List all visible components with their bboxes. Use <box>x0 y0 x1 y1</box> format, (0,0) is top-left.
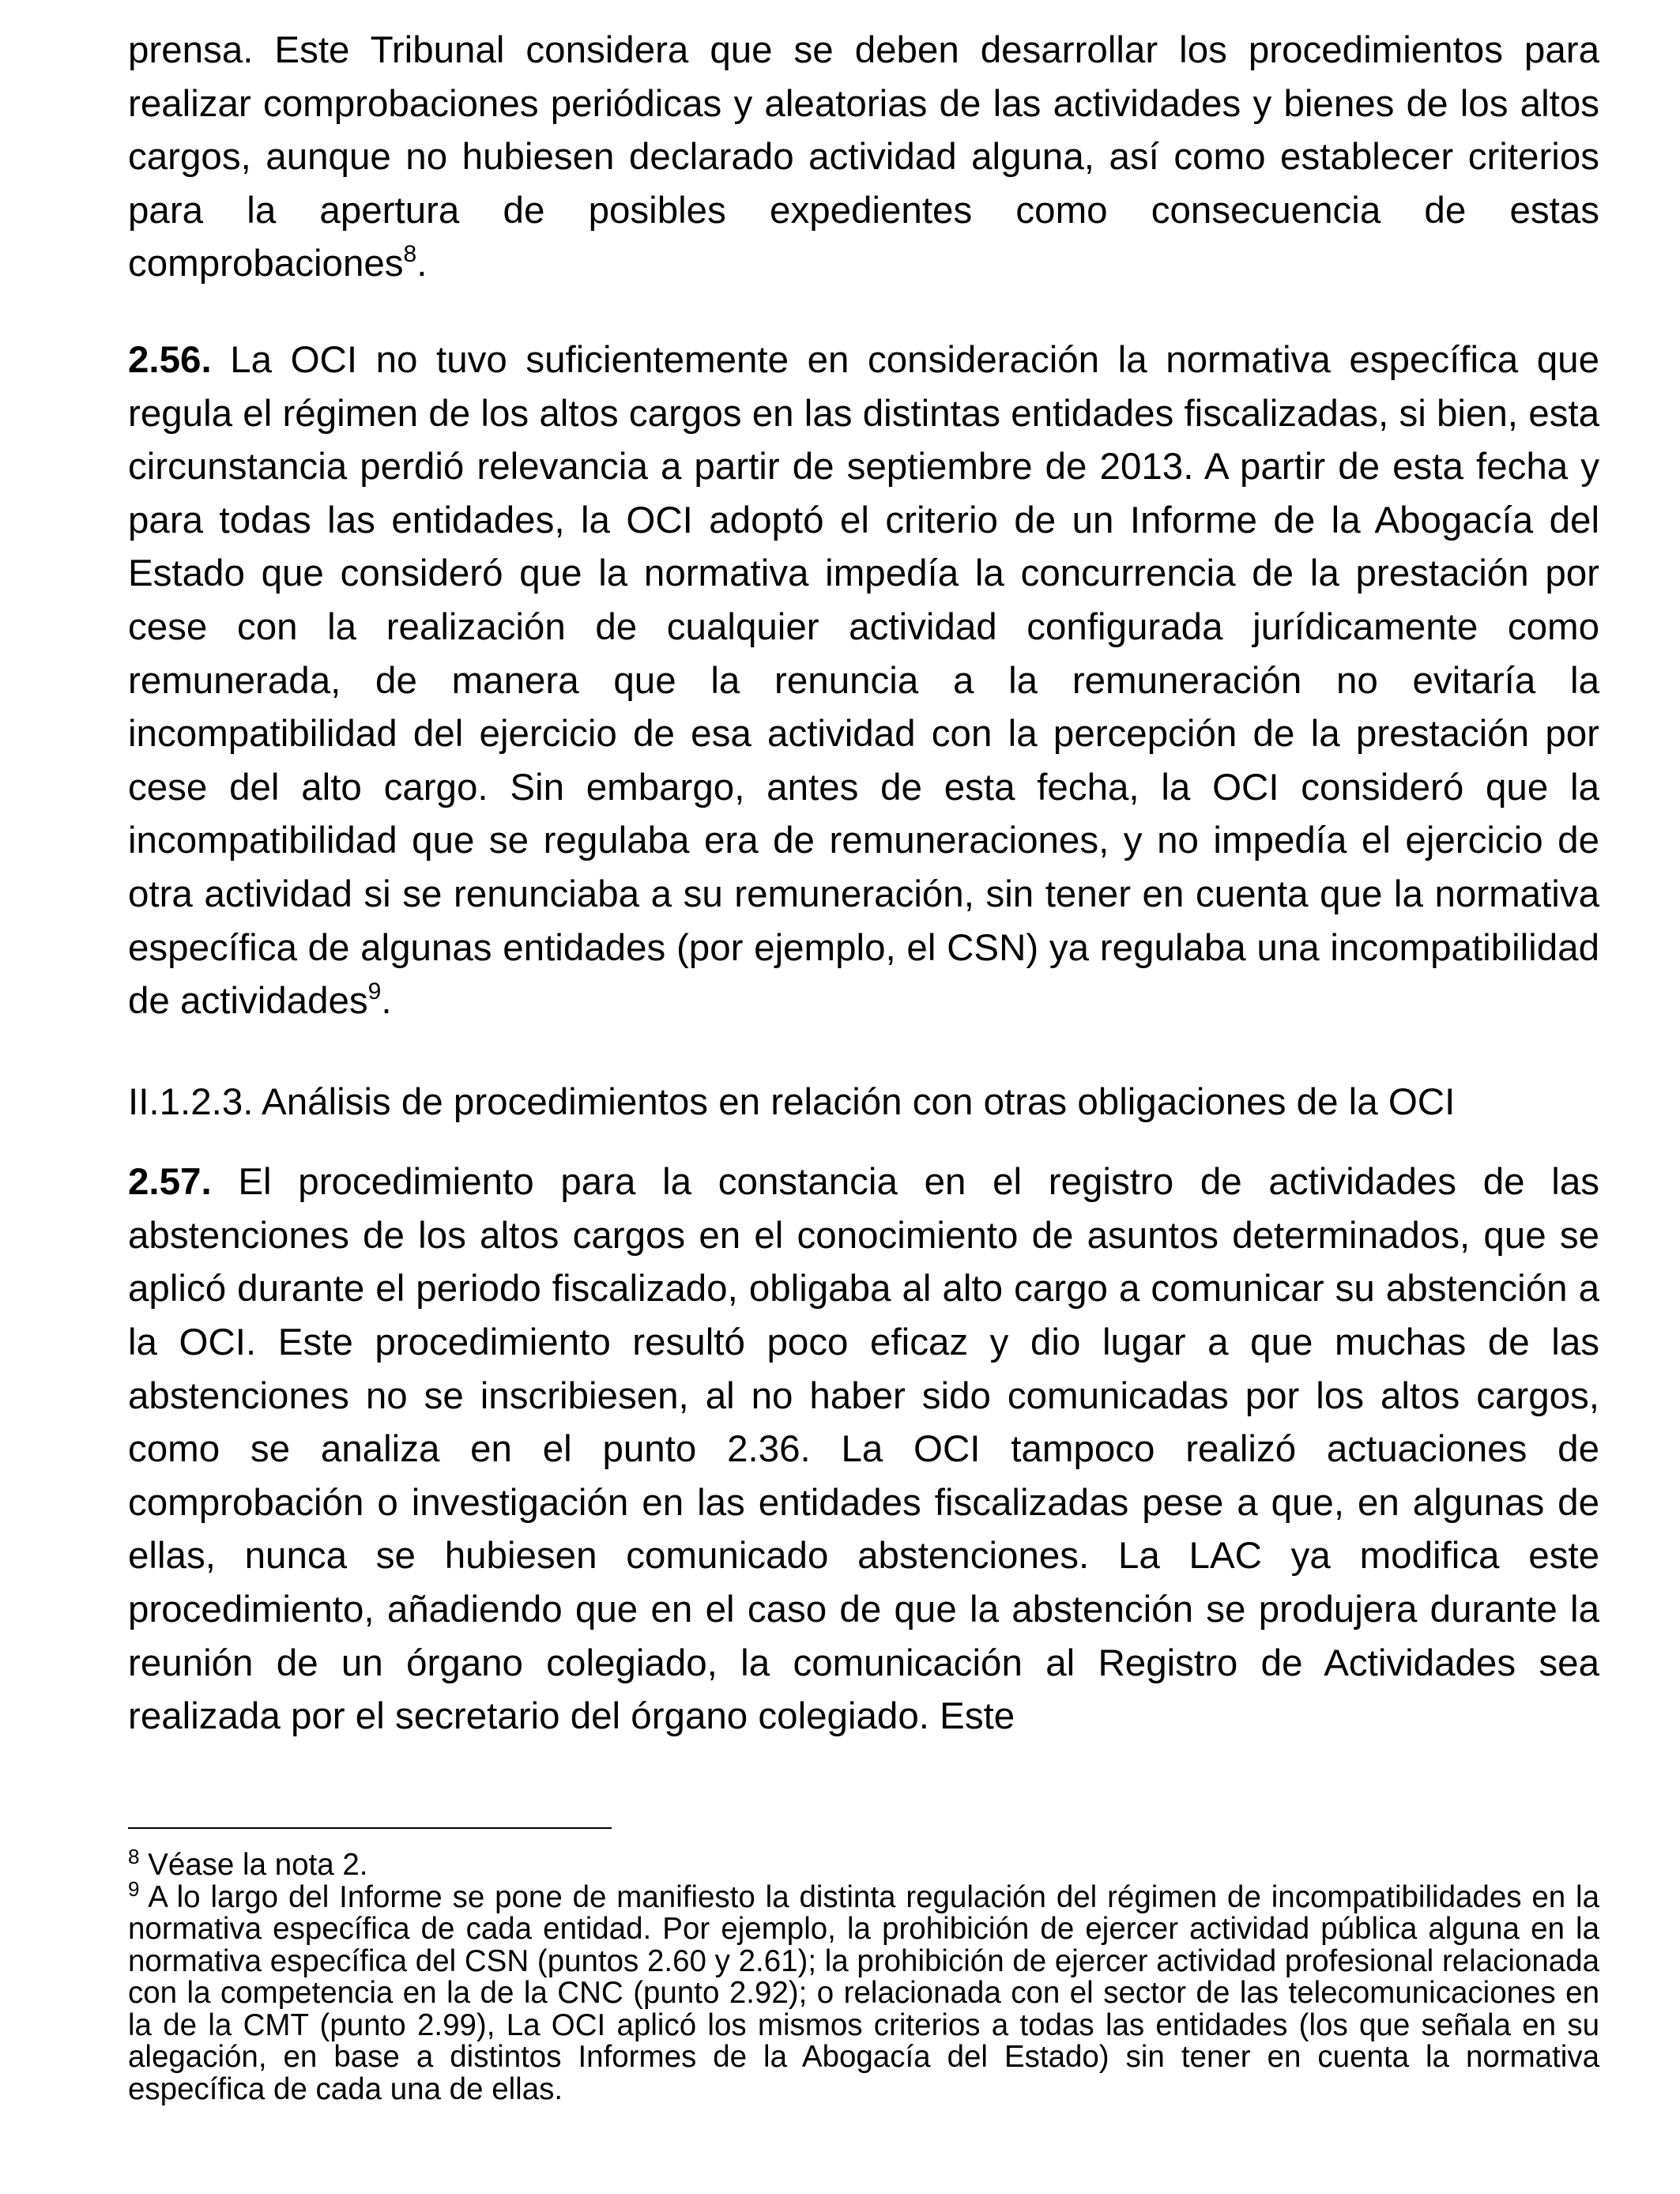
footnote-mark: 8 <box>128 1845 140 1868</box>
paragraph-2-56 <box>128 334 1599 1028</box>
footnote-text: A lo largo del Informe se pone de manifiesto la distinta regulación del régimen de incompatibilidades en la normativa específica de cada entidad. Por ejemplo, la prohibición de ejercer actividad pública alguna en la normativa específica del CSN (puntos 2.60 y 2.61); la prohibición de ejercer actividad profesional relacionada con la competencia en la de la CNC (punto 2.92); o relacionada con el sector de las telecomunicaciones en la de la CMT (punto 2.99), La OCI aplicó los mismos criterios a todas las entidades (los que señala en su alegación, en base a distintos Informes de la Abogacía del Estado) sin tener en cuenta la normativa específica de cada una de ellas. <box>128 1879 1599 2106</box>
footnote-8 <box>128 1845 1599 1882</box>
paragraph-text: La OCI no tuvo suficientemente en consideración la normativa específica que regula el régimen de los altos cargos en las distintas entidades fiscalizadas, si bien, esta circunstancia perdió relevancia a partir de septiembre de 2013. A partir de esta fecha y para todas las entidades, la OCI adoptó el criterio de un Informe de la Abogacía del Estado que consideró que la normativa impedía la concurrencia de la prestación por cese con la realización de cualquier actividad configurada jurídicamente como remunerada, de manera que la renuncia a la remuneración no evitaría la incompatibilidad del ejercicio de esa actividad con la percepción de la prestación por cese del alto cargo. Sin embargo, antes de esta fecha, la OCI consideró que la incompatibilidad que se regulaba era de remuneraciones, y no impedía el ejercicio de otra actividad si se renunciaba a su remuneración, sin tener en cuenta que la normativa específica de algunas entidades (por ejemplo, el CSN) ya regulaba una incompatibilidad de actividades <box>128 338 1599 1023</box>
footnote-reference[interactable]: 9 <box>367 978 382 1005</box>
paragraph-text: El procedimiento para la constancia en el registro de actividades de las abstenciones de los altos cargos en el conocimiento de asuntos determinados, que se aplicó durante el periodo fiscalizado, obligaba al alto cargo a comunicar su abstención a la OCI. Este procedimiento resultó poco eficaz y dio lugar a que muchas de las abstenciones no se inscribiesen, al no haber sido comunicadas por los altos cargos, como se analiza en el punto 2.36. La OCI tampoco realizó actuaciones de comprobación o investigación en las entidades fiscalizadas pese a que, en algunas de ellas, nunca se hubiesen comunicado abstenciones. La LAC ya modifica este procedimiento, añadiendo que en el caso de que la abstención se produjera durante la reunión de un órgano colegiado, la comunicación al Registro de Actividades sea realizada por el secretario del órgano colegiado. Este <box>128 1161 1599 1738</box>
footnote-9 <box>128 1876 1599 2106</box>
paragraph-number: 2.56. <box>128 338 212 381</box>
document-body <box>128 24 1599 1744</box>
paragraph-continuation <box>128 24 1599 291</box>
section-heading: II.1.2.3. Análisis de procedimientos en relación con otras obligaciones de la OCI <box>128 1080 1456 1123</box>
paragraph-number: 2.57. <box>128 1161 212 1204</box>
footnote-separator <box>128 1827 612 1829</box>
footnotes <box>128 1845 1599 2106</box>
footnote-reference[interactable]: 8 <box>403 241 417 268</box>
paragraph-end: . <box>381 980 392 1023</box>
footnote-text: Véase la nota 2. <box>139 1848 368 1882</box>
footnote-mark: 9 <box>128 1876 140 1901</box>
paragraph-end: . <box>416 243 428 285</box>
paragraph-text: prensa. Este Tribunal considera que se deben desarrollar los procedimientos para realizar comprobaciones periódicas y aleatorias de las actividades y bienes de los altos cargos, aunque no hubiesen declarado actividad alguna, así como establecer criterios para la apertura de posibles expedientes como consecuencia de estas comprobaciones <box>128 29 1599 285</box>
paragraph-2-57 <box>128 1155 1599 1744</box>
